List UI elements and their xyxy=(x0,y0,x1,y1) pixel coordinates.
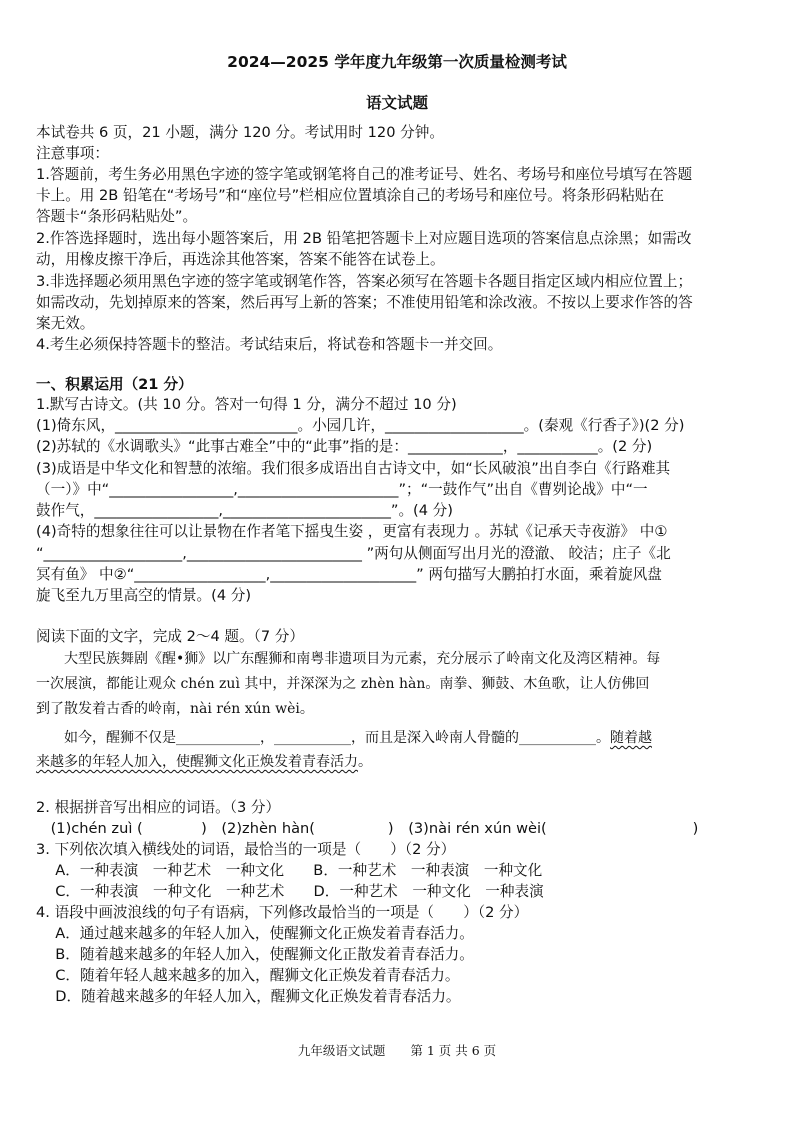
passage-line: 大型民族舞剧《醒•狮》以广东醒狮和南粤非遗项目为元素，充分展示了岭南文化及湾区精神。每 xyxy=(36,651,661,667)
question-1-line: (2)苏轼的《水调歌头》“此事古难全”中的“此事”指的是：_____________，___________。(2 分) xyxy=(36,438,653,455)
question-2-blanks: (1)chén zuì ( ) (2)zhèn hàn( ) (3)nài rén xún wèi( ) xyxy=(36,820,699,837)
reading-intro: 阅读下面的文字，完成 2～4 题。（7 分） xyxy=(36,628,304,645)
notice-line: 动，用橡皮擦干净后，再选涂其他答案，答案不能答在试卷上。 xyxy=(36,251,445,268)
notice-heading: 注意事项： xyxy=(36,145,109,162)
notice-line: 3.非选择题必须用黑色字迹的签字笔或钢笔作答，答案必须写在答题卡各题目指定区域内相应位置上； xyxy=(36,273,693,290)
notice-line: 4.考生必须保持答题卡的整洁。考试结束后，将试卷和答题卡一并交回。 xyxy=(36,336,503,353)
question-1-line: 冥有鱼》 中②“__________________,____________________” 两句描写大鹏拍打水面，乘着旋风盘 xyxy=(36,566,662,583)
notice-line: 案无效。 xyxy=(36,315,95,332)
exam-main-title: 2024—2025 学年度九年级第一次质量检测考试 xyxy=(227,53,567,71)
question-3-option: A．一种表演 一种艺术 一种文化 B．一种艺术 一种表演 一种文化 xyxy=(36,862,543,879)
exam-summary: 本试卷共 6 页，21 小题，满分 120 分。考试用时 120 分钟。 xyxy=(36,124,444,141)
question-1-line: (1)倚东风，_________________________。小园几许，___________________。(秦观《行香子》)(2 分) xyxy=(36,417,685,434)
notice-line: 答题卡“条形码粘贴处”。 xyxy=(36,208,198,225)
notice-line: 1.答题前，考生务必用黑色字迹的签字笔或钢笔将自己的准考证号、姓名、考场号和座位号填写在答题 xyxy=(36,166,693,183)
notice-line: 如需改动，先划掉原来的答案，然后再写上新的答案；不准使用铅笔和涂改液。不按以上要求作答的答 xyxy=(36,294,693,311)
question-2: 2. 根据拼音写出相应的词语。（3 分） xyxy=(36,799,281,816)
question-1-line: 鼓作气，_________________,_______________________”。(4 分) xyxy=(36,502,453,519)
question-4-option: D．随着越来越多的年轻人加入，醒狮文化正焕发着青春活力。 xyxy=(36,988,461,1005)
passage-text: 。 xyxy=(358,754,372,770)
question-4-option: A．通过越来越多的年轻人加入，使醒狮文化正焕发着青春活力。 xyxy=(36,925,474,942)
section-heading: 一、积累运用（21 分） xyxy=(36,376,193,393)
passage-line xyxy=(36,728,758,749)
question-3-option: C．一种表演 一种文化 一种艺术 D．一种艺术 一种文化 一种表演 xyxy=(36,883,544,900)
question-1-line: (3)成语是中华文化和智慧的浓缩。我们很多成语出自古诗文中，如“长风破浪”出自李白《行路难其 xyxy=(36,460,671,477)
wavy-underlined-sentence: 随着越 xyxy=(610,730,652,746)
question-4: 4. 语段中画波浪线的句子有语病，下列修改最恰当的一项是（ ）（2 分） xyxy=(36,904,529,921)
notice-line: 卡上。用 2B 铅笔在“考场号”和“座位号”栏相应位置填涂自己的考场号和座位号。将条形码粘贴在 xyxy=(36,187,664,204)
passage-text: 如今，醒狮不仅是____________，___________，而且是深入岭南人骨髓的___________。 xyxy=(36,730,610,746)
question-1-line: （一）》中“_________________,______________________”；“一鼓作气”出自《曹刿论战》中“一 xyxy=(36,481,648,498)
passage-line xyxy=(36,752,758,773)
wavy-underlined-sentence: 来越多的年轻人加入，使醒狮文化正焕发着青春活力 xyxy=(36,754,358,770)
question-3: 3. 下列依次填入横线处的词语，最恰当的一项是（ ）（2 分） xyxy=(36,841,456,858)
question-1-line: 旋飞至九万里高空的情景。(4 分) xyxy=(36,587,252,604)
passage-line: 到了散发着古香的岭南，nài rén xún wèi。 xyxy=(36,701,314,717)
question-4-option: C．随着年轻人越来越多的加入，醒狮文化正焕发着青春活力。 xyxy=(36,967,460,984)
page-footer: 九年级语文试题 第 1 页 共 6 页 xyxy=(297,1043,497,1058)
passage-line: 一次展演，都能让观众 chén zuì 其中，并深深为之 zhèn hàn。南拳、狮鼓、木鱼歌，让人仿佛回 xyxy=(36,676,650,692)
question-1-line: “___________________,________________________ ”两句从侧面写出月光的澄澈、 皎洁；庄子《北 xyxy=(36,545,671,562)
question-1-line: 1.默写古诗文。(共 10 分。答对一句得 1 分，满分不超过 10 分) xyxy=(36,396,457,413)
notice-line: 2.作答选择题时，选出每小题答案后，用 2B 铅笔把答题卡上对应题目选项的答案信息点涂黑；如需改 xyxy=(36,230,692,247)
exam-subtitle: 语文试题 xyxy=(365,94,428,112)
question-1-line: (4)奇特的想象往往可以让景物在作者笔下摇曳生姿 ，更富有表现力 。苏轼《记承天寺夜游》 中① xyxy=(36,523,668,540)
question-4-option: B．随着越来越多的年轻人加入，使醒狮文化正散发着青春活力。 xyxy=(36,946,474,963)
